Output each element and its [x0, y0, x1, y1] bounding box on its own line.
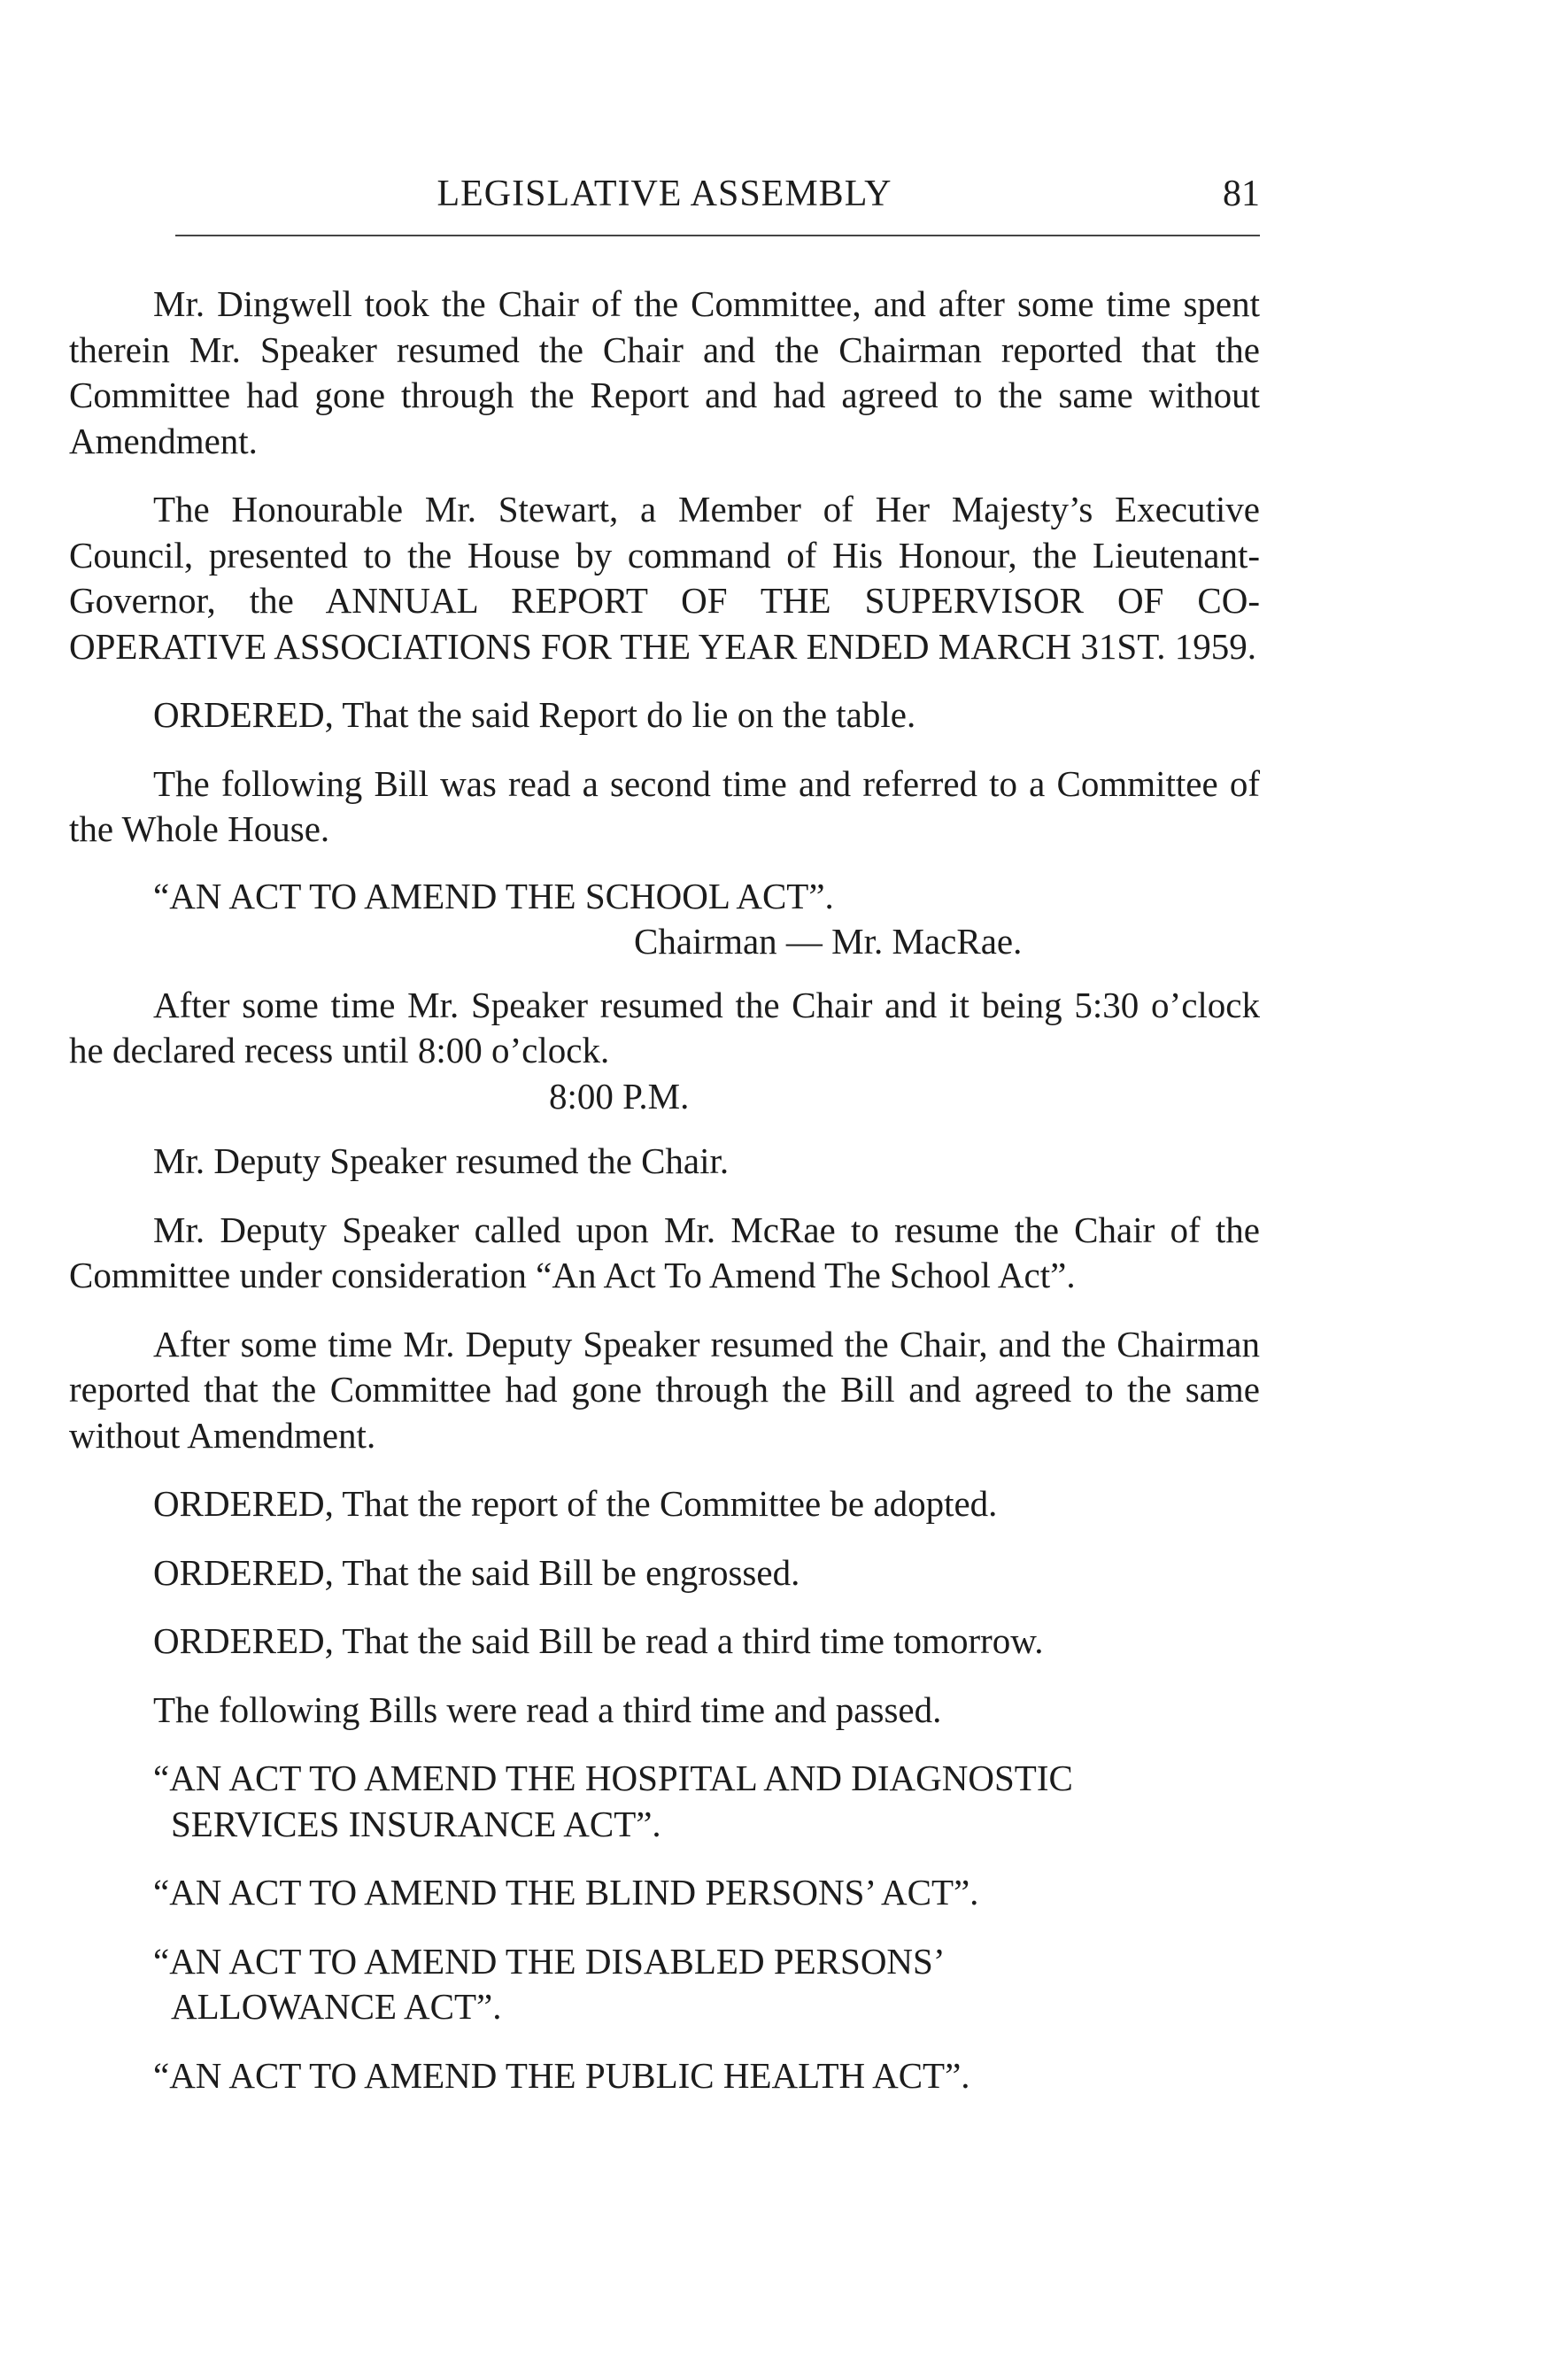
header-rule	[175, 235, 1260, 236]
bill-title-line: SERVICES INSURANCE ACT”.	[171, 1803, 661, 1844]
bill-title-line: “AN ACT TO AMEND THE DISABLED PERSONS’	[153, 1940, 946, 1982]
bill-title-line: “AN ACT TO AMEND THE PUBLIC HEALTH ACT”.	[153, 2054, 970, 2096]
paragraph-ordered-report-lie: ORDERED, That the said Report do lie on the table.	[153, 694, 916, 735]
time-heading: 8:00 P.M.	[549, 1075, 690, 1117]
bill-item	[69, 1939, 1260, 2030]
act-title-school: “AN ACT TO AMEND THE SCHOOL ACT”.	[153, 875, 834, 916]
paragraph-ordered-third-reading: ORDERED, That the said Bill be read a third time tomorrow.	[153, 1620, 1044, 1661]
bill-item	[69, 1756, 1260, 1847]
document-page	[69, 0, 1260, 2380]
paragraph-bill-second-reading: The following Bill was read a second time and referred to a Committee of the Whole House.	[69, 762, 1260, 849]
paragraph-recess: After some time Mr. Speaker resumed the Chair and it being 5:30 o’clock he declared recess until 8:00 o’clock.	[69, 984, 1260, 1070]
paragraph-committee-bill-report: After some time Mr. Deputy Speaker resumed the Chair, and the Chairman reported that the Committee had gone through the Bill and agreed to the same without Amendment.	[69, 1323, 1260, 1456]
page-number: 81	[1223, 174, 1260, 214]
paragraph-annual-report: The Honourable Mr. Stewart, a Member of Her Majesty’s Executive Council, presented to the House by command of His Honour, the Lieutenant-Governor, the ANNUAL REPORT OF THE SUPERVISOR OF CO-OPERATIVE ASSOCIATIONS FOR THE YEAR ENDED MARCH 31ST. 1959.	[69, 489, 1260, 667]
bill-title-line: “AN ACT TO AMEND THE BLIND PERSONS’ ACT”.	[153, 1872, 979, 1912]
paragraph-deputy-speaker-called: Mr. Deputy Speaker called upon Mr. McRae to resume the Chair of the Committee under consideration “An Act To Amend The School Act”.	[69, 1209, 1260, 1295]
paragraph-committee-report: Mr. Dingwell took the Chair of the Committee, and after some time spent therein Mr. Speaker resumed the Chair and the Chairman reported that the Committee had gone through the Report and had agreed to the same without Amendment.	[69, 283, 1260, 461]
bill-item	[69, 1870, 1260, 1916]
bill-title-line: “AN ACT TO AMEND THE HOSPITAL AND DIAGNOSTIC	[153, 1758, 1073, 1798]
header-title: LEGISLATIVE ASSEMBLY	[436, 174, 892, 214]
paragraph-deputy-speaker-chair: Mr. Deputy Speaker resumed the Chair.	[153, 1140, 730, 1181]
paragraph-ordered-adopted: ORDERED, That the report of the Committee be adopted.	[153, 1483, 998, 1524]
paragraph-ordered-engrossed: ORDERED, That the said Bill be engrossed.	[153, 1551, 800, 1593]
body-text	[69, 282, 1260, 2121]
paragraph-bills-passed: The following Bills were read a third time and passed.	[153, 1688, 942, 1730]
bill-item	[69, 2053, 1260, 2099]
bill-title-line: ALLOWANCE ACT”.	[171, 1986, 502, 2027]
running-header	[69, 173, 1260, 226]
chairman-line: Chairman — Mr. MacRae.	[634, 921, 1023, 962]
